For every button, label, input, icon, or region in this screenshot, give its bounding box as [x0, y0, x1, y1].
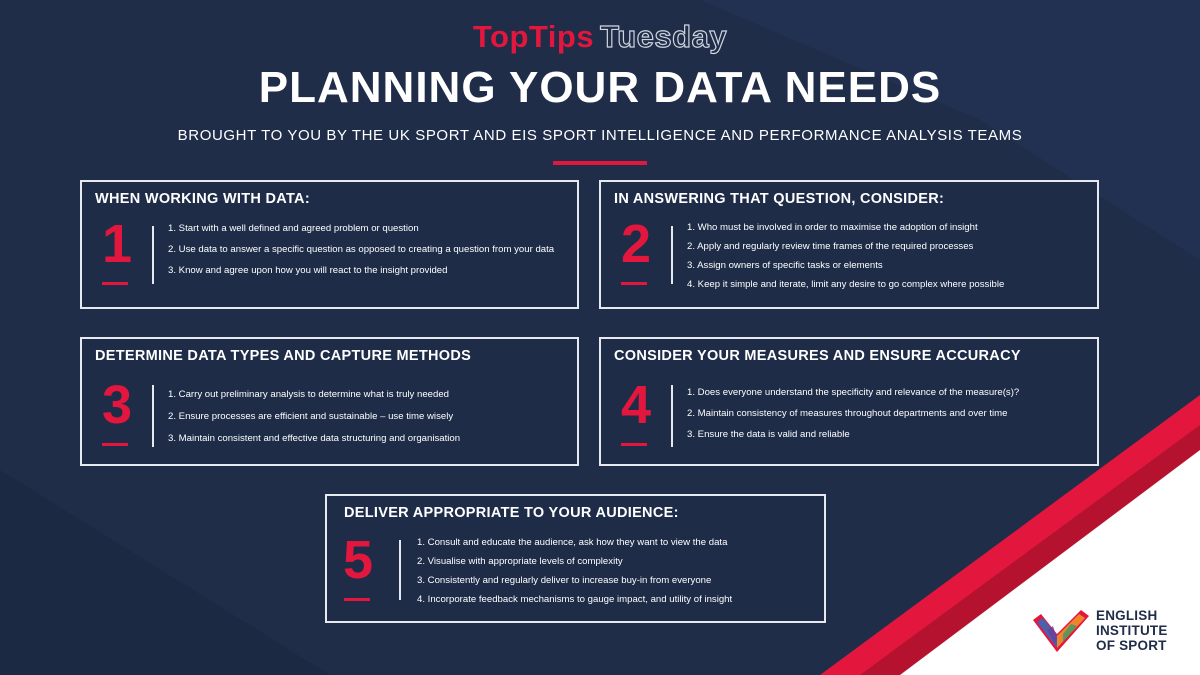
- checkmark-logo-icon: [1033, 608, 1089, 654]
- tip-item: 4. Incorporate feedback mechanisms to gauge impact, and utility of insight: [417, 594, 733, 605]
- tip-item: 1. Does everyone understand the specificity and relevance of the measure(s)?: [687, 387, 1020, 398]
- header-divider: [553, 161, 647, 165]
- tip-item: 1. Consult and educate the audience, ask how they want to view the data: [417, 537, 728, 548]
- bg-shade-left: [0, 470, 330, 675]
- tip-item: 2. Visualise with appropriate levels of complexity: [417, 556, 623, 567]
- number-underline: [344, 598, 370, 601]
- tip-list: [687, 222, 1083, 298]
- tip-list: [168, 223, 563, 286]
- tip-item: 2. Ensure processes are efficient and sustainable – use time wisely: [168, 411, 454, 422]
- card-title: DETERMINE DATA TYPES AND CAPTURE METHODS: [95, 348, 472, 364]
- card-divider: [399, 540, 401, 600]
- eis-logo: [1033, 604, 1183, 656]
- tip-item: 3. Consistently and regularly deliver to increase buy-in from everyone: [417, 575, 712, 586]
- header: [0, 18, 1200, 165]
- tip-item: 2. Maintain consistency of measures throughout departments and over time: [687, 408, 1008, 419]
- card-title: CONSIDER YOUR MEASURES AND ENSURE ACCURACY: [614, 348, 1021, 364]
- tip-list: [417, 537, 810, 613]
- tip-list: [687, 387, 1083, 450]
- tuesday-label: Tuesday: [600, 19, 728, 54]
- tip-item: 1. Start with a well defined and agreed problem or question: [168, 223, 419, 234]
- card-divider: [152, 226, 154, 284]
- card-title: DELIVER APPROPRIATE TO YOUR AUDIENCE:: [344, 505, 679, 521]
- number-underline: [621, 443, 647, 446]
- card-number: 4: [620, 375, 652, 435]
- number-underline: [621, 282, 647, 285]
- card-title: IN ANSWERING THAT QUESTION, CONSIDER:: [614, 191, 945, 207]
- tip-list: [168, 389, 563, 455]
- tip-item: 3. Ensure the data is valid and reliable: [687, 429, 850, 440]
- card-number: 1: [101, 214, 133, 274]
- logo-line: OF SPORT: [1096, 638, 1167, 653]
- tip-item: 3. Assign owners of specific tasks or elements: [687, 260, 883, 271]
- logo-line: INSTITUTE: [1096, 623, 1168, 638]
- card-number: 5: [342, 530, 374, 590]
- tip-card-1: [80, 180, 579, 309]
- tip-item: 3. Maintain consistent and effective data structuring and organisation: [168, 433, 461, 444]
- tip-item: 1. Who must be involved in order to maximise the adoption of insight: [687, 222, 978, 233]
- card-divider: [671, 226, 673, 284]
- logo-wordmark: [1096, 608, 1168, 653]
- card-title: WHEN WORKING WITH DATA:: [95, 191, 310, 207]
- tip-item: 2. Apply and regularly review time frames of the required processes: [687, 241, 974, 252]
- toptips-heading: [0, 18, 1200, 56]
- card-number: 2: [620, 214, 652, 274]
- card-divider: [671, 385, 673, 447]
- tip-item: 4. Keep it simple and iterate, limit any desire to go complex where possible: [687, 279, 1005, 290]
- toptips-label: TopTips: [472, 19, 595, 54]
- page-title: PLANNING YOUR DATA NEEDS: [258, 63, 942, 112]
- tip-item: 1. Carry out preliminary analysis to determine what is truly needed: [168, 389, 450, 400]
- page-subtitle: BROUGHT TO YOU BY THE UK SPORT AND EIS SPORT INTELLIGENCE AND PERFORMANCE ANALYSIS TEAMS: [177, 127, 1023, 144]
- number-underline: [102, 282, 128, 285]
- card-number: 3: [101, 375, 133, 435]
- tip-card-5: [325, 494, 826, 623]
- number-underline: [102, 443, 128, 446]
- card-divider: [152, 385, 154, 447]
- tip-card-4: [599, 337, 1099, 466]
- tip-card-2: [599, 180, 1099, 309]
- tip-item: 2. Use data to answer a specific question as opposed to creating a question from your data: [168, 244, 555, 255]
- logo-line: ENGLISH: [1096, 608, 1158, 623]
- tip-item: 3. Know and agree upon how you will react to the insight provided: [168, 265, 448, 276]
- tip-card-3: [80, 337, 579, 466]
